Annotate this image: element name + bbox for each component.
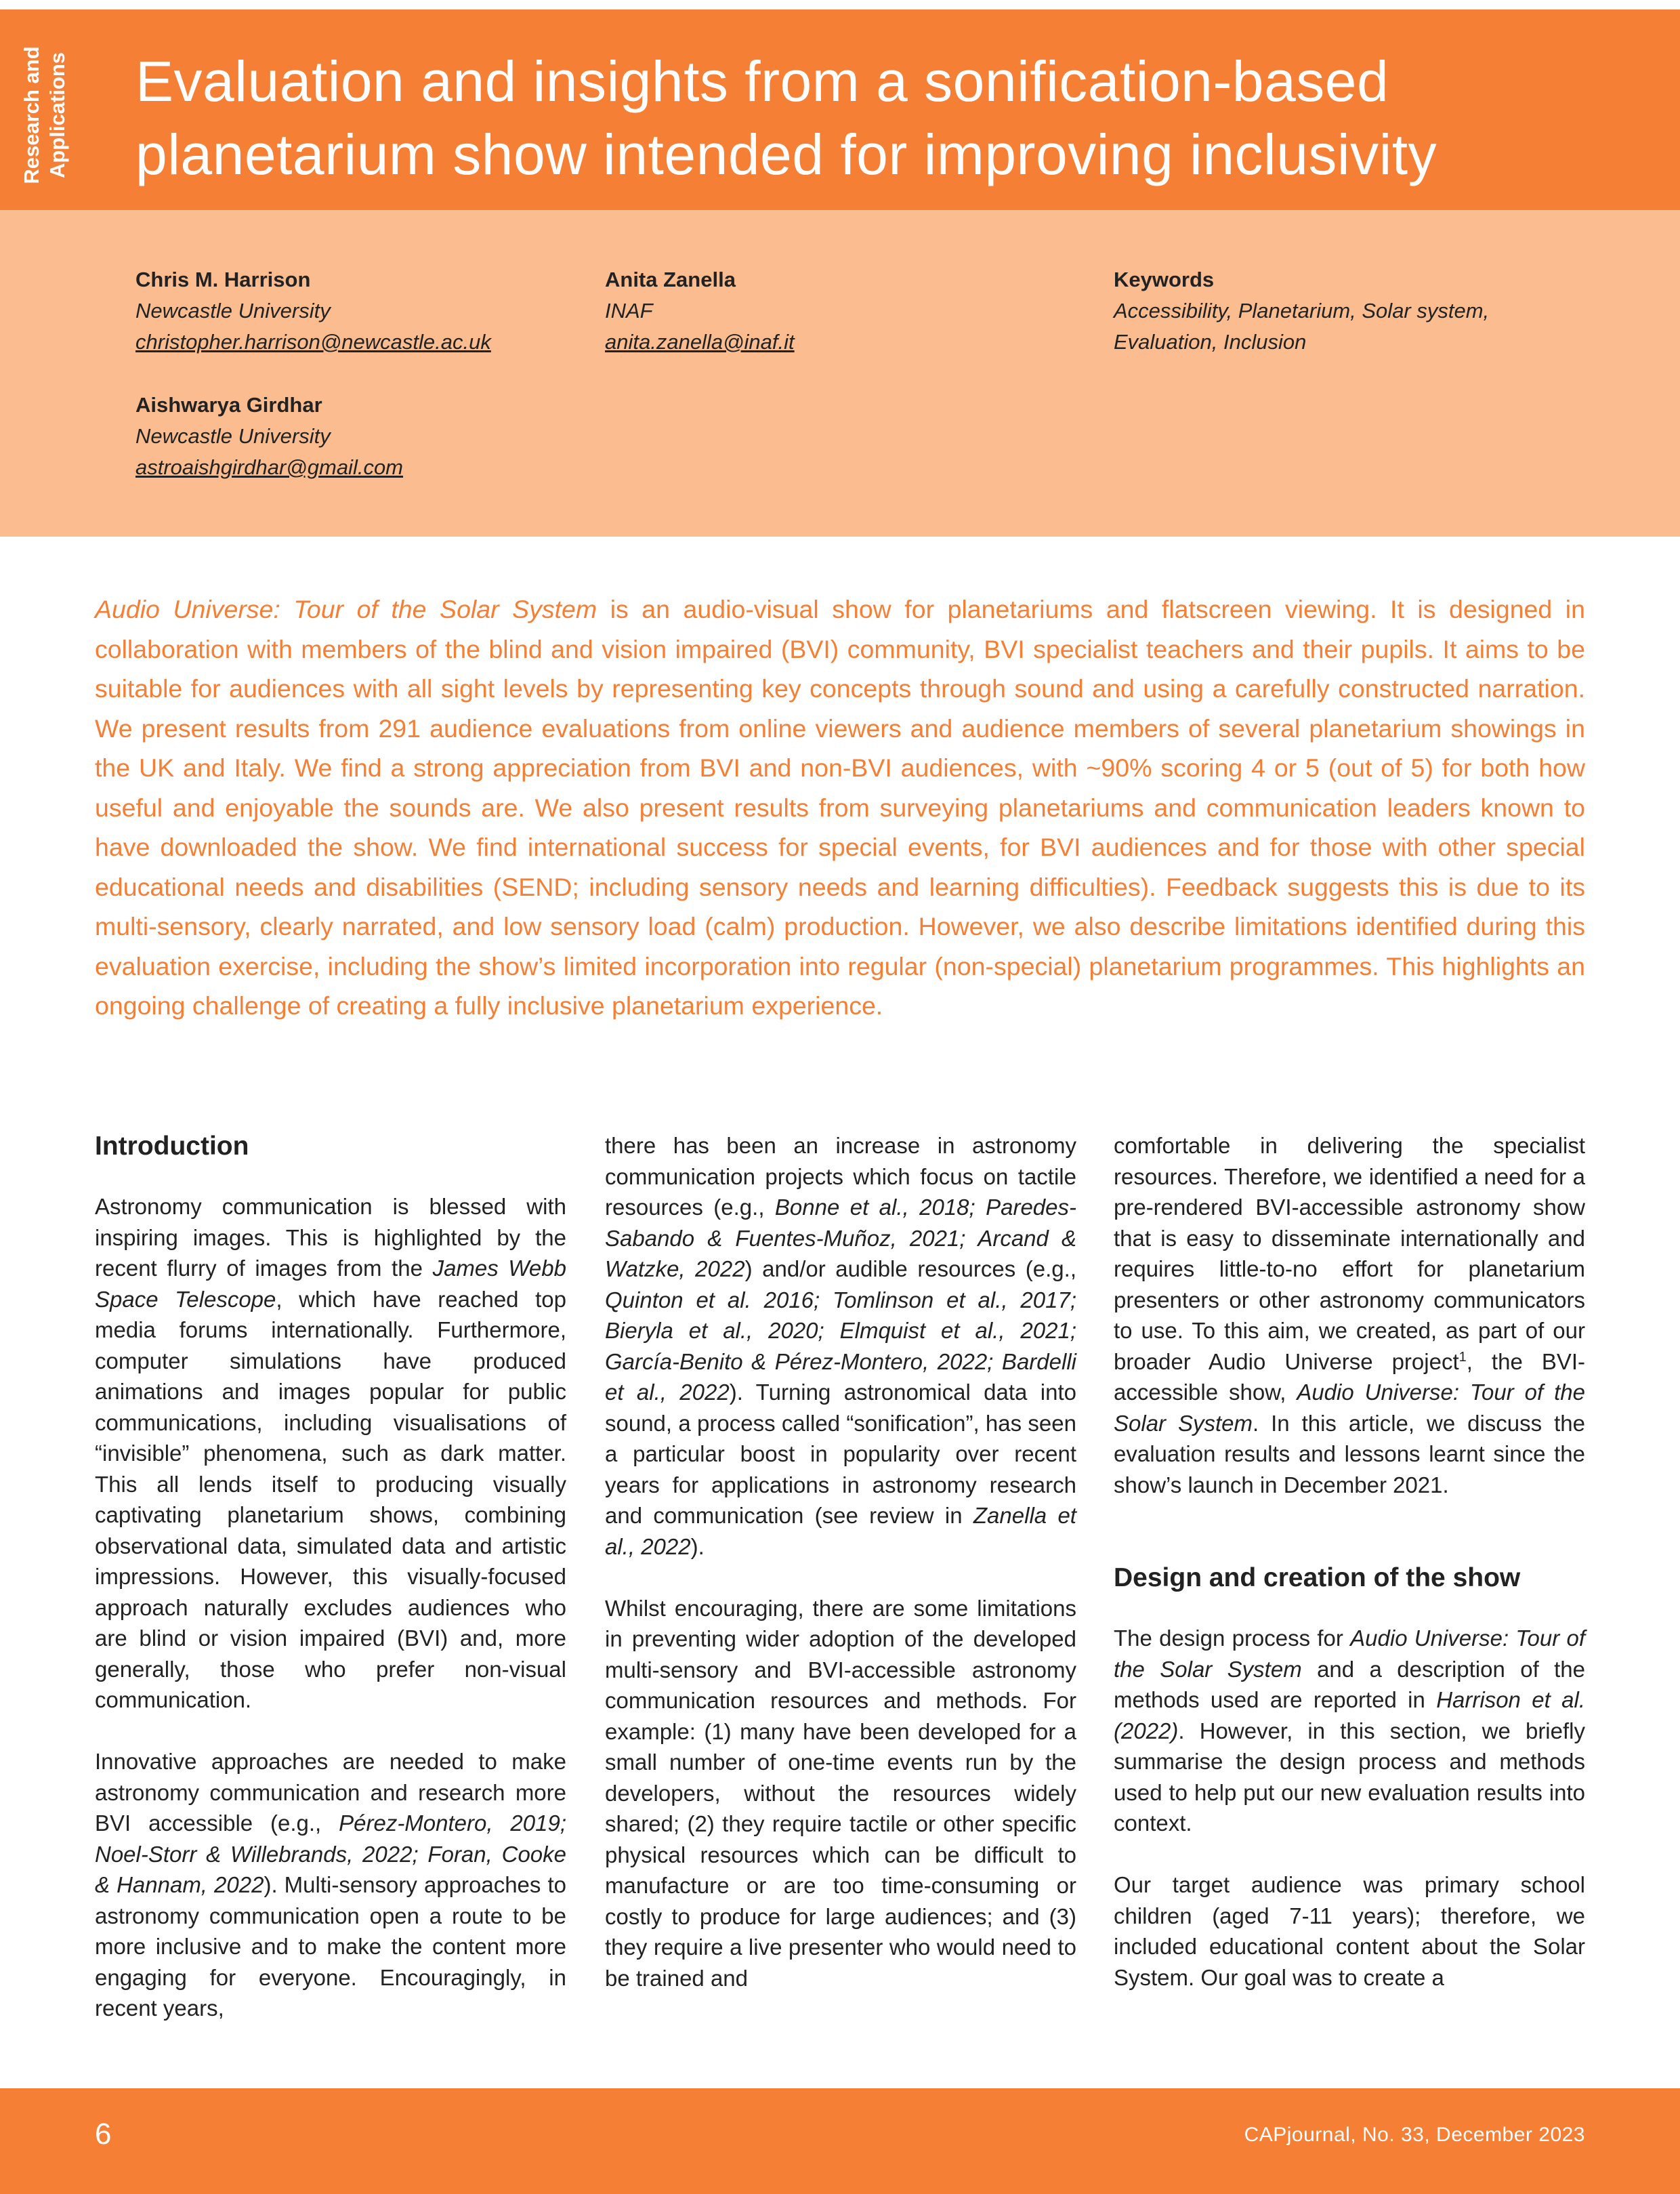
column-2: [605, 1130, 1076, 1993]
section-heading-introduction: Introduction: [95, 1132, 249, 1161]
author-name: Anita Zanella: [605, 268, 736, 291]
text-run: . However, in this section, we briefly summarise the design process and methods used to help put our new evaluation results into context.: [1114, 1718, 1585, 1836]
author-affiliation: INAF: [605, 299, 653, 323]
citation: Quinton et al. 2016; Tomlinson et al., 2017; Bieryla et al., 2020; Elmquist et al., 2021; García-Benito & Pérez-Montero, 2022; Bardelli et al., 2022: [605, 1287, 1076, 1405]
text-run-italic: James Webb Space Telescope: [95, 1256, 566, 1312]
author-affiliation: Newcastle University: [135, 299, 331, 323]
abstract-text: is an audio-visual show for planetariums and flatscreen viewing. It is designed in collaboration with members of the blind and vision impaired (BVI) community, BVI specialist teachers and their pupils. It aims to be suitable for audiences with all sight levels by representing key concepts through sound and using a carefully constructed narration. We present results from 291 audience evaluations from online viewers and audience members of several planetarium showings in the UK and Italy. We find a strong appreciation from BVI and non-BVI audiences, with ~90% scoring 4 or 5 (out of 5) for both how useful and enjoyable the sounds are. We also present results from surveying planetariums and communication leaders known to have downloaded the show. We find international success for special events, for BVI audiences and for those with other special educational needs and disabilities (SEND; including sensory needs and learning difficulties). Feedback suggests this is due to its multi-sensory, clearly narrated, and low sensory load (calm) production. However, we also describe limitations identified during this evaluation exercise, including the show’s limited incorporation into regular (non-special) planetarium programmes. This highlights an ongoing challenge of creating a fully inclusive planetarium experience.: [95, 595, 1585, 1020]
article-title: Evaluation and insights from a sonification-based planetarium show intended for improving inclusivity: [135, 49, 1437, 186]
author-email-link[interactable]: anita.zanella@inaf.it: [605, 330, 795, 354]
paragraph: Our target audience was primary school children (aged 7-11 years); therefore, we included educational content about the Solar System. Our goal was to create a: [1114, 1872, 1585, 1990]
paragraph: [95, 1191, 566, 1716]
journal-citation: CAPjournal, No. 33, December 2023: [1244, 2124, 1585, 2146]
section-heading-design: Design and creation of the show: [1114, 1563, 1521, 1592]
author-block: [605, 264, 795, 358]
text-run: comfortable in delivering the specialist resources. Therefore, we identified a need for a pre-rendered BVI-accessible astronomy show that is easy to disseminate internationally and requires little-to-no effort for planetarium presenters or other astronomy communicators to use. To this aim, we created, as part of our broader Audio Universe project: [1114, 1133, 1585, 1374]
column-3: [1114, 1130, 1585, 1993]
text-run: Innovative approaches are needed to make astronomy communication and research more BVI accessible (e.g.,: [95, 1749, 566, 1836]
page-number: 6: [95, 2117, 112, 2151]
text-run: ).: [690, 1533, 705, 1559]
abstract-show-title: Audio Universe: Tour of the Solar System: [95, 595, 597, 623]
paragraph: [1114, 1130, 1585, 1500]
text-run: ). Turning astronomical data into sound, a process called “sonification”, has seen a particular boost in popularity over recent years for applications in astronomy research and communication (see review in: [605, 1380, 1076, 1528]
author-band: [0, 210, 1680, 537]
keywords-list: Evaluation, Inclusion: [1114, 330, 1307, 354]
text-run: , the BVI-accessible show,: [1114, 1348, 1585, 1405]
paragraph: [1114, 1623, 1585, 1839]
text-run: Astronomy communication is blessed with inspiring images. This is highlighted by the recent flurry of images from the: [95, 1194, 566, 1281]
citation: Harrison et al. (2022): [1114, 1687, 1585, 1743]
text-run-italic: Audio Universe: Tour of the Solar System: [1114, 1380, 1585, 1436]
citation: Pérez-Montero, 2019; Noel-Storr & Willebrands, 2022; Foran, Cooke & Hannam, 2022: [95, 1810, 566, 1897]
section-label: Research and Applications: [20, 46, 69, 184]
text-run: The design process for: [1114, 1626, 1351, 1651]
text-run: there has been an increase in astronomy communication projects which focus on tactile resources (e.g.,: [605, 1133, 1076, 1220]
author-block: [135, 390, 403, 483]
paragraph: Whilst encouraging, there are some limitations in preventing wider adoption of the developed multi-sensory and BVI-accessible astronomy communication resources and methods. For example: (1) many have been developed for a small number of one-time events run by the developers, without the resources widely shared; (2) they require tactile or other specific physical resources which can be difficult to manufacture or are too time-consuming or costly to produce for large audiences; and (3) they require a live presenter who would need to be trained and: [605, 1595, 1076, 1991]
paragraph: [605, 1130, 1076, 1562]
author-name: Chris M. Harrison: [135, 268, 311, 291]
author-affiliation: Newcastle University: [135, 424, 331, 448]
keywords-list: Accessibility, Planetarium, Solar system,: [1114, 299, 1490, 323]
footnote-marker[interactable]: 1: [1458, 1349, 1467, 1365]
keywords-title: Keywords: [1114, 268, 1215, 291]
author-email-link[interactable]: astroaishgirdhar@gmail.com: [135, 455, 404, 479]
footer-band: [0, 2088, 1680, 2194]
text-run: ) and/or audible resources (e.g.,: [744, 1256, 1076, 1281]
text-run: . In this article, we discuss the evaluation results and lessons learnt since the show’s launch in December 2021.: [1114, 1410, 1585, 1497]
text-run: ). Multi-sensory approaches to astronomy communication open a route to be more inclusive and to make the content more engaging for everyone. Encouragingly, in recent years,: [95, 1872, 566, 2021]
author-name: Aishwarya Girdhar: [135, 393, 322, 417]
paragraph: [95, 1746, 566, 2024]
text-run: and a description of the methods used are reported in: [1114, 1656, 1585, 1712]
text-run-italic: Audio Universe: Tour of the Solar System: [1114, 1626, 1585, 1682]
header-band: [0, 9, 1680, 210]
keywords-block: [1114, 264, 1489, 358]
top-margin-strip: [0, 0, 1680, 9]
citation: Zanella et al., 2022: [605, 1503, 1076, 1559]
column-1: [95, 1130, 566, 2024]
abstract: [95, 589, 1585, 1026]
author-email-link[interactable]: christopher.harrison@newcastle.ac.uk: [135, 330, 491, 354]
citation: Bonne et al., 2018; Paredes-Sabando & Fuentes-Muñoz, 2021; Arcand & Watzke, 2022: [605, 1195, 1077, 1281]
text-run: , which have reached top media forums internationally. Furthermore, computer simulations have produced animations and images popular for public communications, including visualisations of “invisible” phenomena, such as dark matter. This all lends itself to producing visually captivating planetarium shows, combining observational data, simulated data and artistic impressions. However, this visually-focused approach naturally excludes audiences who are blind or vision impaired (BVI) and, more generally, those who prefer non-visual communication.: [95, 1286, 566, 1712]
author-block: [135, 264, 491, 358]
